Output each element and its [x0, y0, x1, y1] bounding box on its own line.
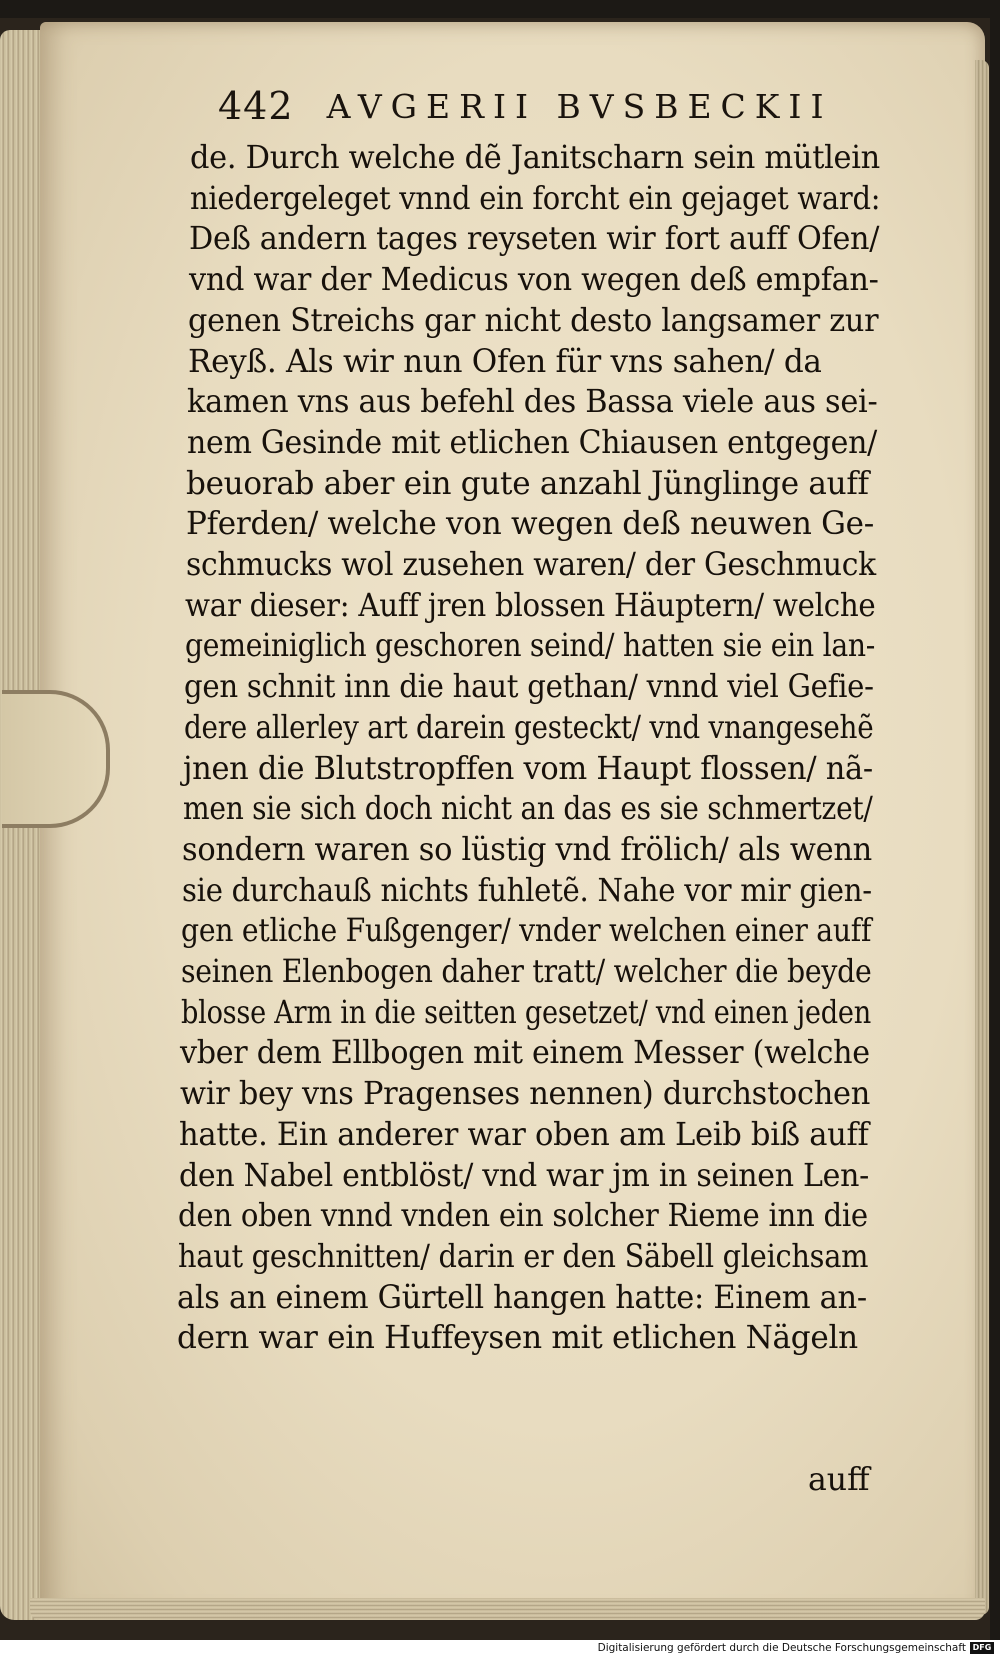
text-line: de. Durch welche dẽ Janitscharn sein mütlein	[190, 140, 880, 176]
text-line: war dieser: Auff jren blossen Häuptern/ welche	[185, 587, 876, 624]
text-line: Pferden/ welche von wegen deß neuwen Ge-	[185, 506, 874, 543]
text-line: vber dem Ellbogen mit einem Messer (welche	[180, 1035, 870, 1072]
text-line: dere allerley art darein gesteckt/ vnd vnangesehẽ	[183, 709, 874, 746]
clasp-strap	[2, 690, 110, 828]
text-line: sie durchauß nichts fuhletẽ. Nahe vor mir gien-	[181, 872, 872, 909]
text-line: seinen Elenbogen daher tratt/ welcher die beyde	[181, 954, 872, 990]
text-line: genen Streichs gar nicht desto langsamer zur	[188, 302, 879, 339]
digitization-credit: Digitalisierung gefördert durch die Deutsche Forschungsgemeinschaft	[597, 1642, 966, 1654]
text-line: sondern waren so lüstig vnd frölich/ als wenn	[182, 831, 873, 868]
text-line: dern war ein Huffeysen mit etlichen Nägeln	[176, 1320, 858, 1357]
text-line: den Nabel entblöst/ vnd war jm in seinen Len-	[178, 1157, 869, 1194]
text-line: nem Gesinde mit etlichen Chiausen entgegen/	[186, 424, 877, 461]
page-number: 442	[218, 84, 294, 128]
text-line: den oben vnnd vnden ein solcher Rieme inn die	[178, 1198, 869, 1235]
text-line: kamen vns aus befehl des Bassa viele aus sei-	[187, 384, 878, 421]
text-line: als an einem Gürtell hangen hatte: Einem an-	[177, 1279, 868, 1316]
text-line: jnen die Blutstropffen vom Haupt flossen/ nã-	[183, 750, 874, 787]
text-line: schmucks wol zusehen waren/ der Geschmuck	[185, 547, 876, 583]
text-line: vnd war der Medicus von wegen deß empfan-	[188, 262, 879, 299]
text-line: Deß andern tages reyseten wir fort auff Ofen/	[189, 221, 880, 258]
running-head: AVGERII BVSBECKII	[326, 86, 833, 126]
catchword: auff	[808, 1462, 870, 1498]
page-edges-bottom	[30, 1598, 985, 1620]
page-header	[218, 84, 838, 134]
text-line: gemeiniglich geschoren seind/ hatten sie ein lan-	[184, 628, 875, 665]
text-line: beuorab aber ein gute anzahl Jünglinge auff	[186, 465, 870, 502]
text-line: niedergeleget vnnd ein forcht ein gejaget ward:	[189, 180, 880, 217]
text-line: wir bey vns Pragenses nennen) durchstochen	[179, 1076, 870, 1113]
text-line: blosse Arm in die seitten gesetzet/ vnd einen jeden	[180, 994, 871, 1031]
text-line: haut geschnitten/ darin er den Säbell gleichsam	[177, 1238, 869, 1275]
text-line: hatte. Ein anderer war oben am Leib biß auff	[179, 1116, 869, 1153]
page-edges-right	[975, 60, 989, 1615]
dfg-logo: DFG	[970, 1642, 994, 1654]
text-line: Reyß. Als wir nun Ofen für vns sahen/ da	[187, 343, 822, 380]
text-line: gen etliche Fußgenger/ vnder welchen einer auff	[181, 913, 872, 950]
text-line: gen schnit inn die haut gethan/ vnnd viel Gefie-	[184, 669, 874, 706]
text-line: men sie sich doch nicht an das es sie schmertzet/	[182, 791, 873, 828]
